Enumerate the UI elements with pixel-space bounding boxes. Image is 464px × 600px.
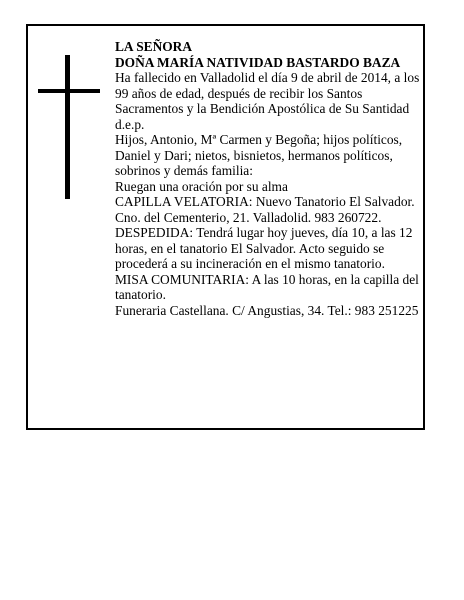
- mass-info: MISA COMUNITARIA: A las 10 horas, en la capilla del tanatorio.: [115, 271, 419, 302]
- cross-horizontal-bar: [38, 89, 100, 93]
- deceased-name: DOÑA MARÍA NATIVIDAD BASTARDO BAZA: [115, 54, 401, 70]
- obituary-notice: [26, 24, 425, 430]
- prayer-request: Ruegan una oración por su alma: [115, 178, 288, 194]
- wake-chapel-info: CAPILLA VELATORIA: Nuevo Tanatorio El Salvador. Cno. del Cementerio, 21. Valladolid. 983 260722.: [115, 194, 415, 225]
- notice-heading: LA SEÑORA: [115, 39, 193, 54]
- cross-icon: [38, 55, 100, 199]
- family-list: Hijos, Antonio, Mª Carmen y Begoña; hijos políticos, Daniel y Dari; nietos, bisnietos, hermanos políticos, sobrinos y demás familia:: [115, 132, 403, 178]
- notice-text: [115, 39, 421, 318]
- death-announcement: Ha fallecido en Valladolid el día 9 de abril de 2014, a los 99 años de edad, después de recibir los Santos Sacramentos y la Bendición Apostólica de Su Santidad d.e.p.: [115, 70, 420, 132]
- cross-vertical-bar: [65, 55, 70, 199]
- funeral-home-info: Funeraria Castellana. C/ Angustias, 34. Tel.: 983 251225: [115, 302, 419, 318]
- farewell-info: DESPEDIDA: Tendrá lugar hoy jueves, día 10, a las 12 horas, en el tanatorio El Salvador. Acto seguido se procederá a su incineración en el mismo tanatorio.: [115, 225, 413, 271]
